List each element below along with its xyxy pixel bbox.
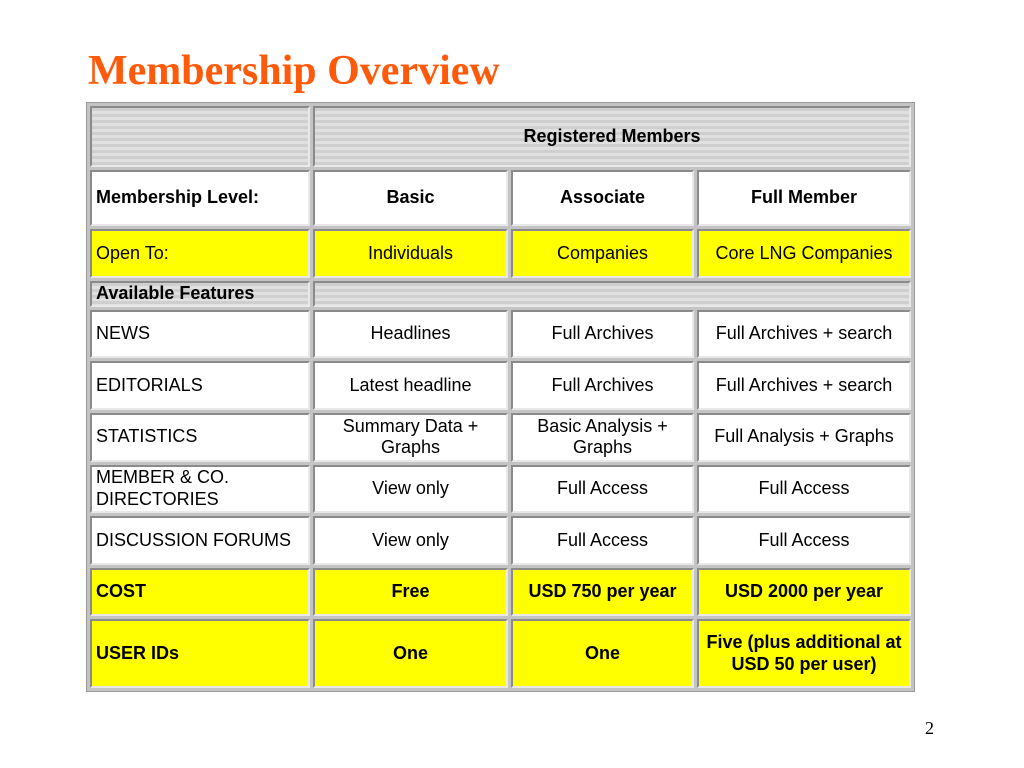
membership-table (86, 102, 915, 692)
membership-level-label: Membership Level: (90, 170, 310, 227)
user-ids-label: USER IDs (90, 619, 310, 688)
cost-label: COST (90, 568, 310, 617)
registered-members-header: Registered Members (313, 106, 911, 167)
feature-label: DISCUSSION FORUMS (90, 516, 310, 565)
feature-value: View only (313, 465, 508, 514)
feature-value: Headlines (313, 310, 508, 359)
feature-value: Full Analysis + Graphs (697, 413, 911, 462)
features-header-empty (313, 281, 911, 307)
cost-basic: Free (313, 568, 508, 617)
feature-value: Summary Data + Graphs (313, 413, 508, 462)
empty-header-cell (90, 106, 310, 167)
user-ids-basic: One (313, 619, 508, 688)
table-row (90, 361, 911, 410)
table-row (90, 465, 911, 514)
feature-label: NEWS (90, 310, 310, 359)
feature-value: Latest headline (313, 361, 508, 410)
cost-row (90, 568, 911, 617)
feature-value: Full Archives (511, 310, 694, 359)
feature-value: Full Access (697, 516, 911, 565)
group-header-row (90, 106, 911, 167)
open-to-label: Open To: (90, 229, 310, 278)
user-ids-full-member: Five (plus additional at USD 50 per user) (697, 619, 911, 688)
features-header-row (90, 281, 911, 307)
feature-value: Full Archives (511, 361, 694, 410)
level-associate: Associate (511, 170, 694, 227)
membership-level-row (90, 170, 911, 227)
open-to-row (90, 229, 911, 278)
open-to-full-member: Core LNG Companies (697, 229, 911, 278)
page-title: Membership Overview (88, 48, 500, 94)
user-ids-associate: One (511, 619, 694, 688)
open-to-associate: Companies (511, 229, 694, 278)
feature-value: Full Access (697, 465, 911, 514)
feature-value: View only (313, 516, 508, 565)
user-ids-row (90, 619, 911, 688)
feature-label: MEMBER & CO. DIRECTORIES (90, 465, 310, 514)
feature-value: Basic Analysis + Graphs (511, 413, 694, 462)
cost-full-member: USD 2000 per year (697, 568, 911, 617)
table-row (90, 516, 911, 565)
table-row (90, 413, 911, 462)
page-number: 2 (925, 718, 934, 738)
feature-value: Full Archives + search (697, 361, 911, 410)
table-row (90, 310, 911, 359)
feature-value: Full Access (511, 516, 694, 565)
feature-label: STATISTICS (90, 413, 310, 462)
level-basic: Basic (313, 170, 508, 227)
available-features-header: Available Features (90, 281, 310, 307)
cost-associate: USD 750 per year (511, 568, 694, 617)
open-to-basic: Individuals (313, 229, 508, 278)
feature-value: Full Archives + search (697, 310, 911, 359)
feature-value: Full Access (511, 465, 694, 514)
feature-label: EDITORIALS (90, 361, 310, 410)
level-full-member: Full Member (697, 170, 911, 227)
